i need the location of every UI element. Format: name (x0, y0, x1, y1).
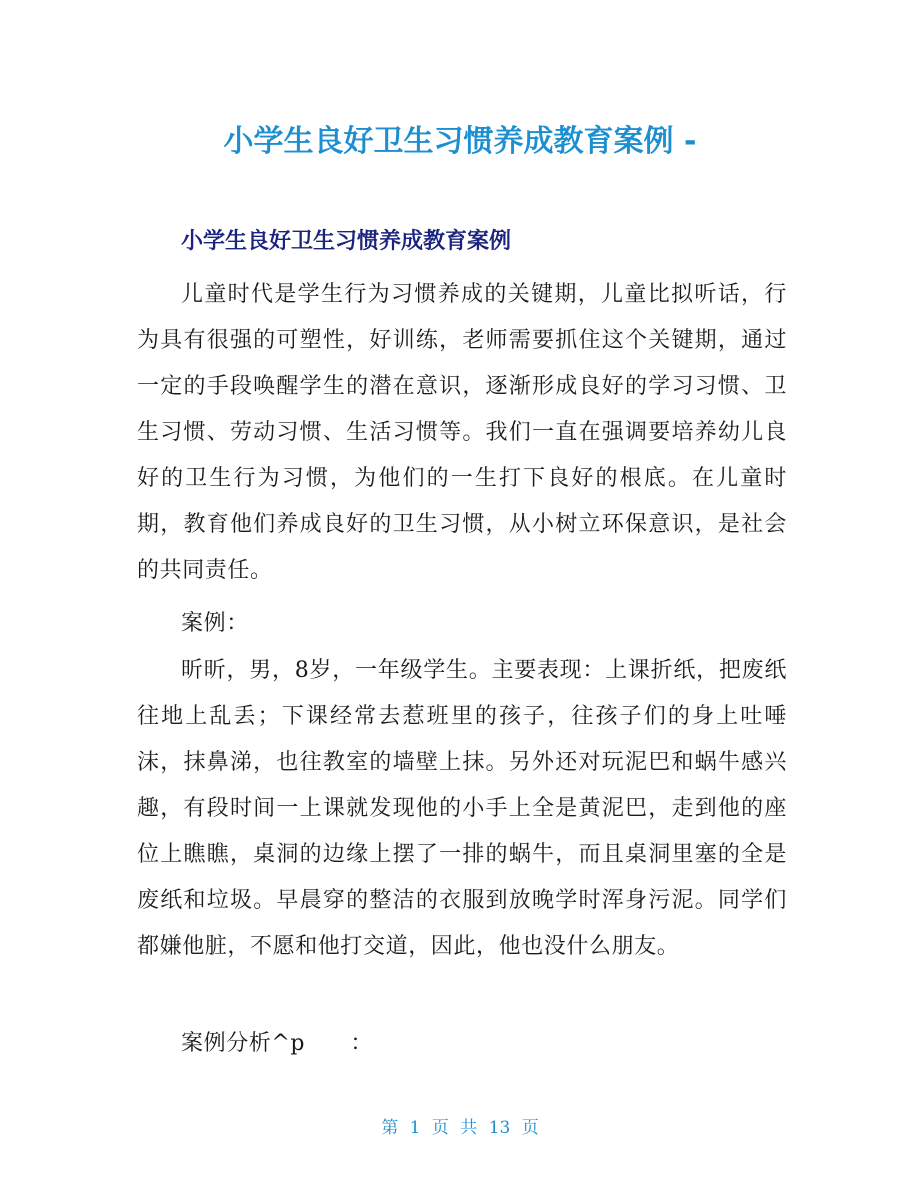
paragraph-case-analysis-label: 案例分析^p ： (181, 1031, 373, 1056)
paragraph-case-label: 案例： (181, 611, 249, 636)
paragraph-intro: 儿童时代是学生行为习惯养成的关键期，儿童比拟听话，行为具有很强的可塑性，好训练，老师需要抓住这个关键期，通过一定的手段唤醒学生的潜在意识，逐渐形成良好的学习习惯、卫生习惯、劳动习惯、生活习惯等。我们一直在强调要培养幼儿良好的卫生行为习惯，为他们的一生打下良好的根底。在儿童时期，教育他们养成良好的卫生习惯，从小树立环保意识，是社会的共同责任。 (137, 282, 787, 583)
page-number-footer: 第 1 页 共 13 页 (381, 1118, 539, 1138)
section-heading: 小学生良好卫生习惯养成教育案例 (181, 229, 512, 254)
paragraph-case-description: 昕昕，男，8岁，一年级学生。主要表现：上课折纸，把废纸往地上乱丢；下课经常去惹班里的孩子，往孩子们的身上吐唾沫，抹鼻涕，也往教室的墙壁上抹。另外还对玩泥巴和蜗牛感兴趣，有段时间一上课就发现他的小手上全是黄泥巴，走到他的座位上瞧瞧，桌洞的边缘上摆了一排的蜗牛，而且桌洞里塞的全是废纸和垃圾。早晨穿的整洁的衣服到放晚学时浑身污泥。同学们都嫌他脏，不愿和他打交道，因此，他也没什么朋友。 (137, 658, 787, 959)
document-title: 小学生良好卫生习惯养成教育案例 - (223, 124, 697, 159)
